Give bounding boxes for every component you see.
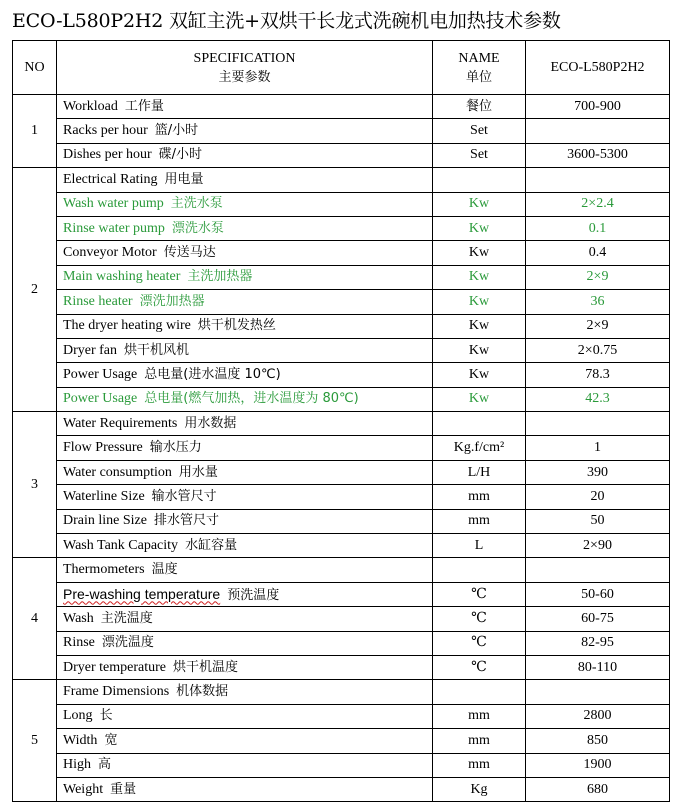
spec-item-en: Thermometers	[63, 562, 145, 578]
table-row	[13, 729, 670, 753]
spec-unit: Kw	[433, 387, 526, 411]
spec-value: 20	[526, 485, 670, 509]
spec-item	[57, 387, 433, 411]
spec-value: 50	[526, 509, 670, 533]
group-number: 1	[13, 95, 57, 168]
table-row	[13, 534, 670, 558]
table-row	[13, 363, 670, 387]
spec-unit: Kw	[433, 363, 526, 387]
spec-item-cn: 传送马达	[163, 245, 216, 261]
spec-item-en: Electrical Rating	[63, 171, 158, 187]
spec-unit: Kw	[433, 192, 526, 216]
spec-item-cn: 漂洗水泵	[171, 220, 224, 236]
spec-item-en: Rinse heater	[63, 293, 133, 309]
spec-value: 78.3	[526, 363, 670, 387]
spec-value: 2×9	[526, 265, 670, 289]
spec-item-cn: 总电量(燃气加热，进水温度为 80℃)	[144, 391, 359, 407]
spec-item-cn: 长	[99, 708, 113, 724]
spec-item-en: Weight	[63, 781, 104, 797]
header-row	[13, 41, 670, 95]
spec-item-en: Workload	[63, 98, 118, 114]
spec-unit: L	[433, 534, 526, 558]
spec-value: 2×90	[526, 534, 670, 558]
spec-item-cn: 高	[98, 757, 112, 773]
spec-item-cn: 烘干机发热丝	[197, 318, 276, 334]
spec-value: 850	[526, 729, 670, 753]
table-row	[13, 192, 670, 216]
table-row	[13, 143, 670, 167]
spec-item	[57, 290, 433, 314]
spec-unit: ℃	[433, 631, 526, 655]
spec-value: 42.3	[526, 387, 670, 411]
spec-unit	[433, 558, 526, 582]
header-no: NO	[13, 41, 57, 95]
spec-unit: ℃	[433, 607, 526, 631]
spec-value: 390	[526, 460, 670, 484]
spec-item	[57, 168, 433, 192]
spec-value	[526, 412, 670, 436]
spec-item-cn: 主洗水泵	[170, 196, 223, 212]
spec-value	[526, 119, 670, 143]
spec-unit: Kw	[433, 216, 526, 240]
table-row	[13, 777, 670, 801]
table-row	[13, 753, 670, 777]
spec-value: 80-110	[526, 655, 670, 679]
spec-item	[57, 412, 433, 436]
table-row	[13, 436, 670, 460]
header-name	[433, 41, 526, 95]
spec-item-en: Dryer fan	[63, 342, 118, 358]
spec-unit: Kw	[433, 338, 526, 362]
spec-item-cn: 宽	[104, 732, 118, 748]
spec-unit: ℃	[433, 655, 526, 679]
spec-item-en: Conveyor Motor	[63, 245, 157, 261]
spec-item	[57, 631, 433, 655]
spec-item-en: Wash	[63, 610, 94, 626]
spec-item-en: Power Usage	[63, 391, 138, 407]
spec-item	[57, 509, 433, 533]
spec-value: 2800	[526, 704, 670, 728]
spec-item-cn: 总电量(进水温度 10℃)	[144, 366, 281, 382]
spec-value: 2×2.4	[526, 192, 670, 216]
spec-item	[57, 314, 433, 338]
spec-value	[526, 168, 670, 192]
spec-item-cn: 主洗加热器	[187, 269, 253, 285]
spec-item-cn: 烘干机风机	[124, 342, 190, 358]
spec-item	[57, 363, 433, 387]
spec-item-en: Wash Tank Capacity	[63, 537, 179, 553]
table-row	[13, 119, 670, 143]
spec-item-cn: 水缸容量	[185, 537, 238, 553]
header-specification	[57, 41, 433, 95]
spec-unit	[433, 412, 526, 436]
spec-item	[57, 95, 433, 119]
spec-item-en: Water Requirements	[63, 415, 178, 431]
spec-unit: mm	[433, 509, 526, 533]
spec-unit: 餐位	[433, 95, 526, 119]
spec-item	[57, 119, 433, 143]
spec-item-cn: 温度	[151, 562, 178, 578]
spec-item-en: Main washing heater	[63, 269, 181, 285]
table-row	[13, 655, 670, 679]
spec-item	[57, 460, 433, 484]
spec-item	[57, 241, 433, 265]
spec-unit: Kw	[433, 241, 526, 265]
spec-table	[12, 40, 670, 802]
spec-unit	[433, 168, 526, 192]
spec-item	[57, 729, 433, 753]
spec-item-en: Drain line Size	[63, 513, 147, 529]
table-row	[13, 558, 670, 582]
table-row	[13, 704, 670, 728]
spec-item-en: Long	[63, 708, 93, 724]
spec-value: 0.1	[526, 216, 670, 240]
header-model: ECO-L580P2H2	[526, 41, 670, 95]
spec-item	[57, 777, 433, 801]
group-number: 5	[13, 680, 57, 802]
spec-item	[57, 534, 433, 558]
spec-item-cn: 重量	[110, 781, 137, 797]
spec-item-en: Rinse	[63, 635, 95, 651]
spec-value: 1	[526, 436, 670, 460]
table-row	[13, 314, 670, 338]
spec-item-en: Pre-washing temperature	[63, 585, 221, 602]
spec-item-cn: 漂洗加热器	[139, 293, 205, 309]
spec-value: 2×9	[526, 314, 670, 338]
spec-item	[57, 485, 433, 509]
spec-value: 2×0.75	[526, 338, 670, 362]
spec-item-en: Flow Pressure	[63, 440, 143, 456]
table-row	[13, 387, 670, 411]
spec-value: 1900	[526, 753, 670, 777]
spec-item-cn: 主洗温度	[100, 610, 153, 626]
spec-item	[57, 582, 433, 606]
document-title: ECO-L580P2H2 双缸主洗+双烘干长龙式洗碗机电加热技术参数	[12, 10, 561, 32]
spec-value: 700-900	[526, 95, 670, 119]
spec-item-cn: 篮/小时	[154, 123, 199, 139]
spec-unit: Kw	[433, 265, 526, 289]
spec-item	[57, 216, 433, 240]
spec-table-body	[13, 95, 670, 802]
spec-item	[57, 704, 433, 728]
table-row	[13, 95, 670, 119]
spec-unit: mm	[433, 729, 526, 753]
table-row	[13, 509, 670, 533]
spec-item-cn: 机体数据	[176, 684, 229, 700]
spec-item	[57, 607, 433, 631]
group-number: 2	[13, 168, 57, 412]
spec-unit: mm	[433, 485, 526, 509]
spec-value: 36	[526, 290, 670, 314]
spec-item	[57, 192, 433, 216]
spec-unit: ℃	[433, 582, 526, 606]
spec-item-cn: 预洗温度	[227, 587, 280, 603]
spec-item-en: Water consumption	[63, 464, 172, 480]
spec-unit: Set	[433, 119, 526, 143]
spec-unit: Set	[433, 143, 526, 167]
table-row	[13, 631, 670, 655]
spec-item-en: Dryer temperature	[63, 659, 166, 675]
spec-item-cn: 用水量	[178, 464, 218, 480]
spec-item	[57, 558, 433, 582]
spec-unit: Kg	[433, 777, 526, 801]
spec-item-cn: 烘干机温度	[173, 659, 239, 675]
spec-item-en: Power Usage	[63, 366, 138, 382]
table-row	[13, 412, 670, 436]
spec-item-en: Wash water pump	[63, 196, 164, 212]
table-row	[13, 265, 670, 289]
spec-value: 82-95	[526, 631, 670, 655]
spec-value: 60-75	[526, 607, 670, 631]
table-row	[13, 338, 670, 362]
spec-item-en: Rinse water pump	[63, 220, 165, 236]
spec-unit: mm	[433, 753, 526, 777]
spec-item-cn: 碟/小时	[158, 147, 203, 163]
spec-item	[57, 655, 433, 679]
spec-value: 680	[526, 777, 670, 801]
spec-value: 3600-5300	[526, 143, 670, 167]
spec-item-en: Waterline Size	[63, 488, 145, 504]
spec-item-cn: 排水管尺寸	[153, 513, 219, 529]
spec-item	[57, 436, 433, 460]
table-row	[13, 607, 670, 631]
spec-unit: Kg.f/cm²	[433, 436, 526, 460]
table-row	[13, 460, 670, 484]
spec-item	[57, 265, 433, 289]
spec-table-header	[13, 41, 670, 95]
table-row	[13, 680, 670, 704]
table-row	[13, 290, 670, 314]
spec-item-en: The dryer heating wire	[63, 318, 191, 334]
spec-item-en: High	[63, 757, 91, 773]
table-row	[13, 216, 670, 240]
spec-item-cn: 漂洗温度	[101, 635, 154, 651]
spec-value	[526, 680, 670, 704]
spec-item-en: Width	[63, 732, 98, 748]
spec-value: 0.4	[526, 241, 670, 265]
spec-item-cn: 输水压力	[149, 440, 202, 456]
header-spec-en: SPECIFICATION	[193, 50, 296, 66]
spec-unit: mm	[433, 704, 526, 728]
table-row	[13, 241, 670, 265]
group-number: 3	[13, 412, 57, 558]
header-name-cn: 单位	[465, 69, 492, 85]
spec-item-cn: 用水数据	[184, 415, 237, 431]
spec-item-en: Frame Dimensions	[63, 684, 170, 700]
spec-item-cn: 输水管尺寸	[151, 488, 217, 504]
spec-unit: L/H	[433, 460, 526, 484]
table-row	[13, 485, 670, 509]
spec-item-cn: 用电量	[164, 171, 204, 187]
spec-item	[57, 143, 433, 167]
spec-unit: Kw	[433, 290, 526, 314]
group-number: 4	[13, 558, 57, 680]
spec-item	[57, 753, 433, 777]
spec-item-en: Racks per hour	[63, 123, 148, 139]
spec-value: 50-60	[526, 582, 670, 606]
spec-item-en: Dishes per hour	[63, 147, 152, 163]
table-row	[13, 168, 670, 192]
spec-item	[57, 338, 433, 362]
header-spec-cn: 主要参数	[218, 69, 271, 85]
spec-unit: Kw	[433, 314, 526, 338]
spec-item	[57, 680, 433, 704]
spec-value	[526, 558, 670, 582]
spec-item-cn: 工作量	[124, 98, 164, 114]
header-name-en: NAME	[458, 50, 500, 66]
table-row	[13, 582, 670, 606]
spec-unit	[433, 680, 526, 704]
